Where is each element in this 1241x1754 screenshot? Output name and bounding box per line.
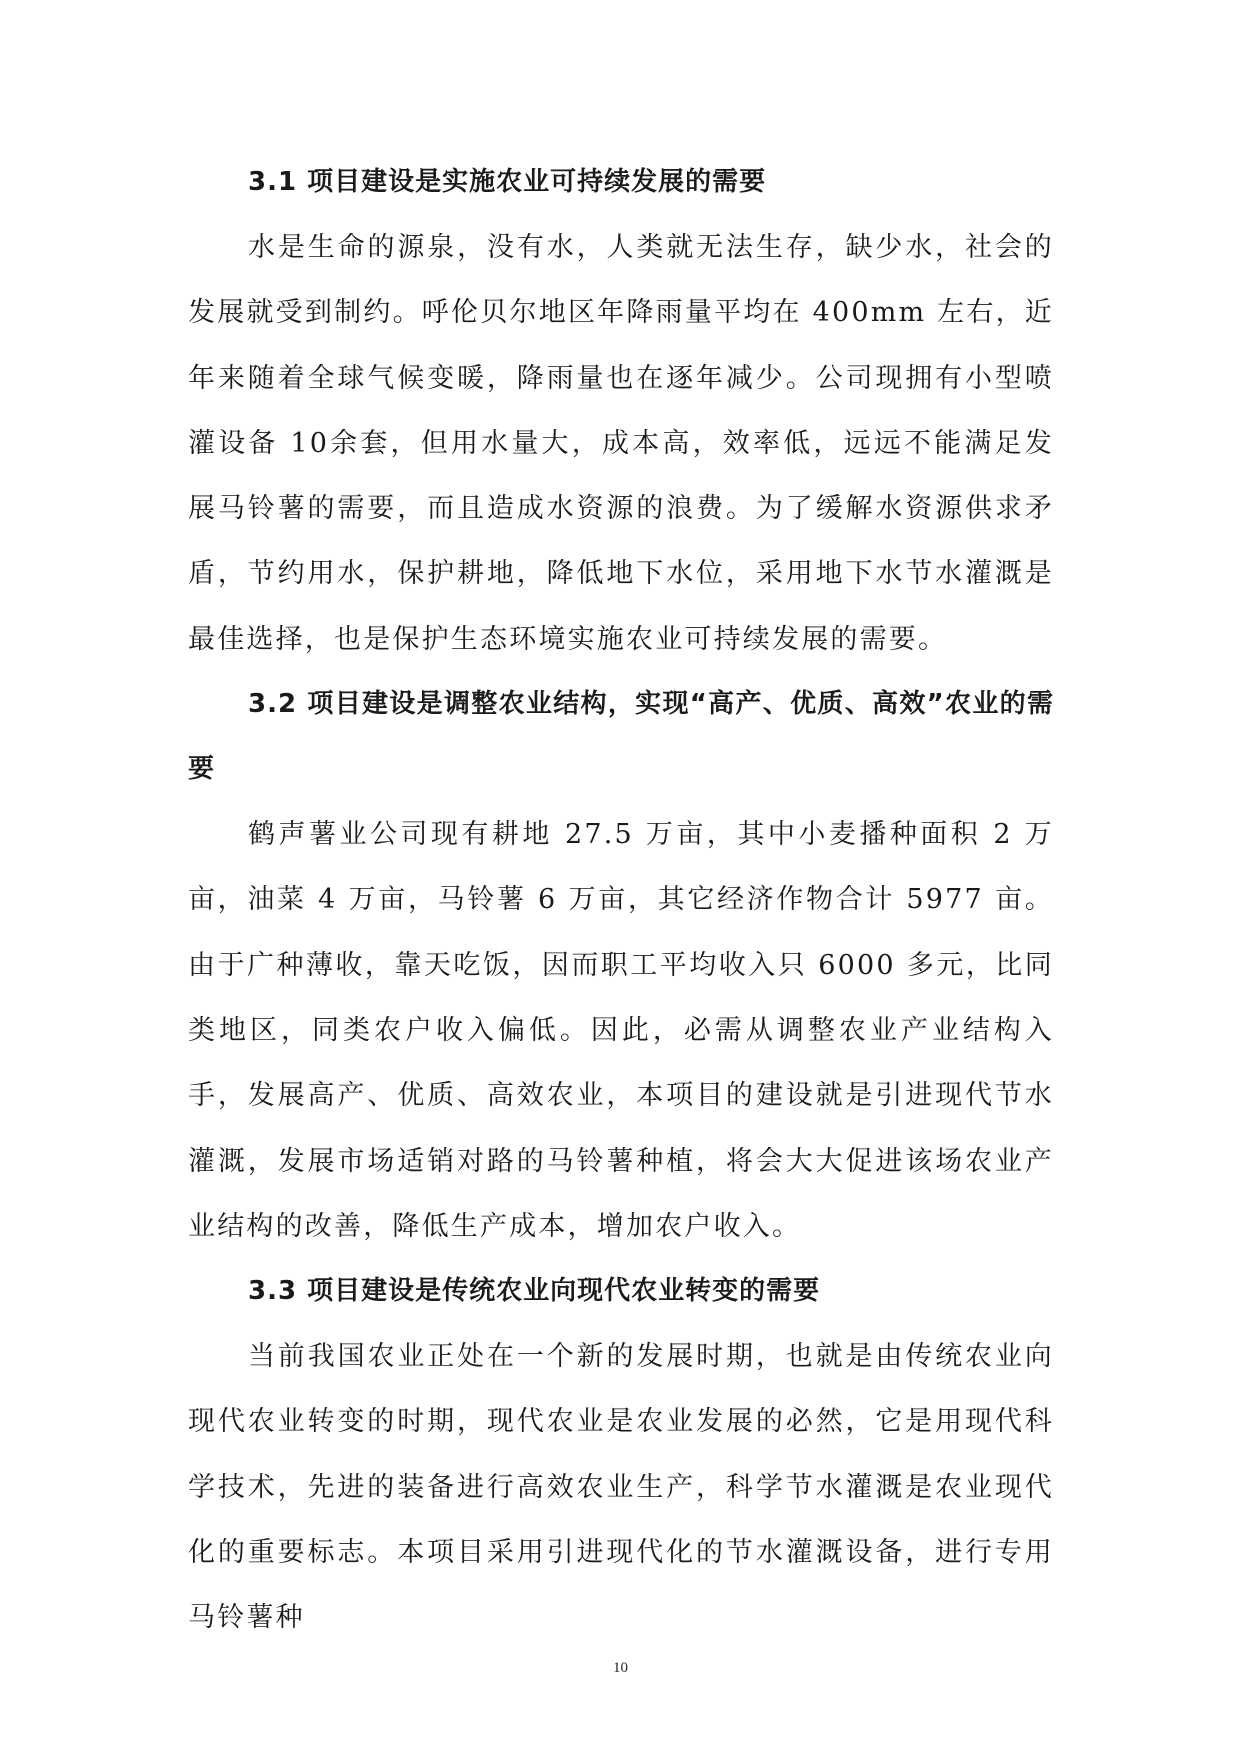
section-heading-3-3: 3.3 项目建设是传统农业向现代农业转变的需要 xyxy=(248,1276,821,1307)
section-heading-3-2: 3.2 项目建设是调整农业结构，实现“高产、优质、高效”农业的需要 xyxy=(188,689,1054,785)
page-number: 10 xyxy=(613,1660,628,1676)
page-body xyxy=(188,150,1054,1651)
section-3-2-paragraph: 鹤声薯业公司现有耕地 27.5 万亩，其中小麦播种面积 2 万亩，油菜 4 万亩，马铃薯 6 万亩，其它经济作物合计 5977 亩。由于广种薄收，靠天吃饭，因而职工平均收入只 6000 多元，比同类地区，同类农户收入偏低。因此，必需从调整农业产业结构入手，发展高产、优质、高效农业，本项目的建设就是引进现代节水灌溉，发展市场适销对路的马铃薯种植，将会大大促进该场农业产业结构的改善，降低生产成本，增加农户收入。 xyxy=(188,819,1054,1242)
section-3-1-paragraph: 水是生命的源泉，没有水，人类就无法生存，缺少水，社会的发展就受到制约。呼伦贝尔地区年降雨量平均在 400mm 左右，近年来随着全球气候变暖，降雨量也在逐年减少。公司现拥有小型喷灌设备 10余套，但用水量大，成本高，效率低，远远不能满足发展马铃薯的需要，而且造成水资源的浪费。为了缓解水资源供求矛盾，节约用水，保护耕地，降低地下水位，采用地下水节水灌溉是最佳选择，也是保护生态环境实施农业可持续发展的需要。 xyxy=(188,232,1054,655)
section-3-3-paragraph: 当前我国农业正处在一个新的发展时期，也就是由传统农业向现代农业转变的时期，现代农业是农业发展的必然，它是用现代科学技术，先进的装备进行高效农业生产，科学节水灌溉是农业现代化的重要标志。本项目采用引进现代化的节水灌溉设备，进行专用马铃薯种 xyxy=(188,1341,1054,1634)
section-heading-3-1: 3.1 项目建设是实施农业可持续发展的需要 xyxy=(248,167,767,197)
